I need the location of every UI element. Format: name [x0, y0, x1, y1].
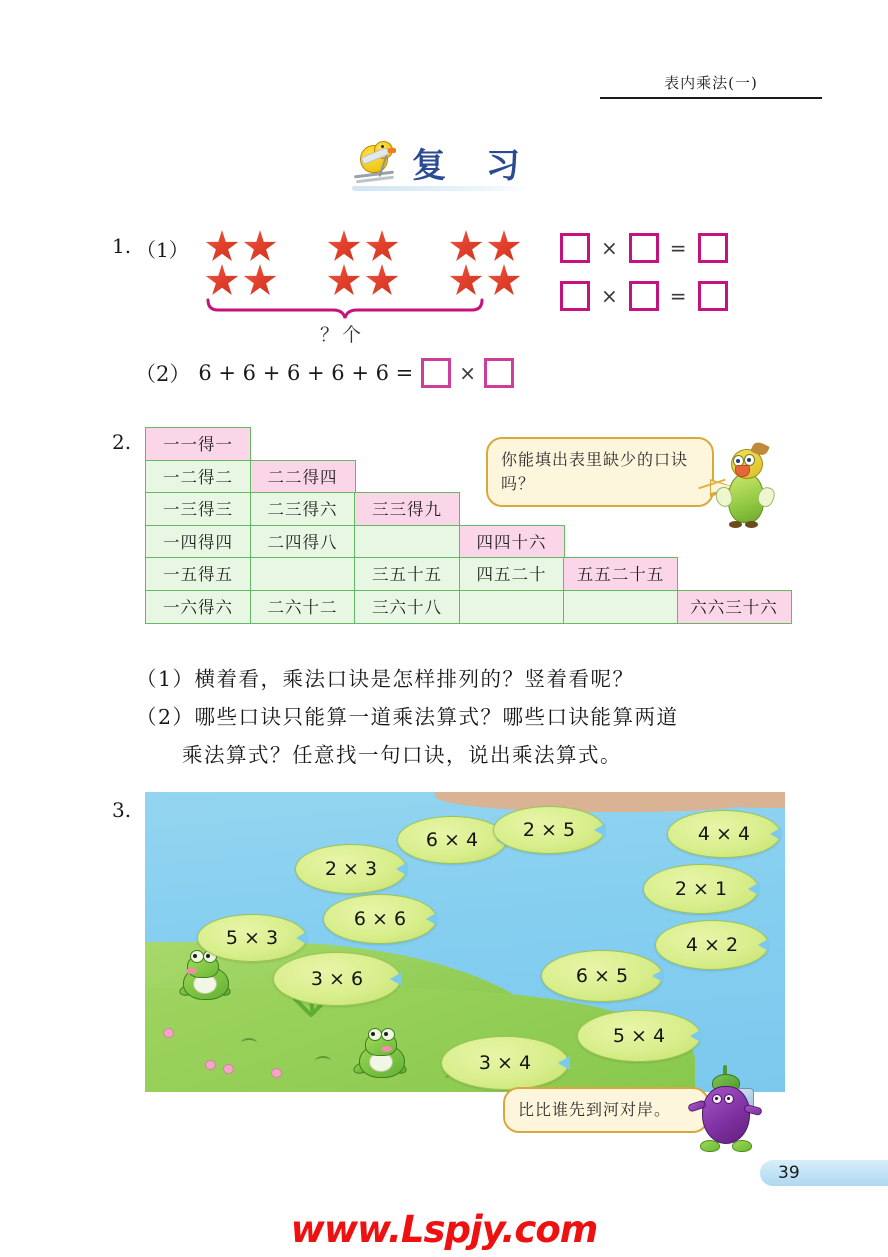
question-2-part-2-line-2: 乘法算式？任意找一句口诀，说出乘法算式。 [182, 743, 622, 767]
flower-icon [205, 1060, 216, 1070]
table-cell: 四五二十 [459, 557, 565, 591]
answer-box[interactable] [560, 233, 590, 263]
addition-expression: 6 + 6 + 6 + 6 + 6 = [198, 361, 414, 385]
lily-pad-label: 6 × 4 [425, 829, 479, 851]
multiply-symbol: × [601, 236, 618, 260]
table-cell: 五五二十五 [563, 557, 678, 591]
question-1-part-2 [135, 358, 514, 388]
lily-pad-notch [748, 882, 760, 896]
lily-pad-label: 4 × 4 [697, 823, 751, 845]
brace-icon [205, 298, 485, 320]
flower-icon [163, 1028, 174, 1038]
lily-pad-notch [690, 1029, 702, 1043]
skiing-duck-icon [352, 141, 398, 185]
answer-box[interactable] [484, 358, 514, 388]
site-watermark: www.Lspjy.com [290, 1208, 598, 1251]
lily-pad[interactable] [197, 914, 307, 962]
star-icon [243, 264, 277, 298]
lily-pad-notch [296, 931, 308, 945]
star-icon [487, 230, 521, 264]
star-icon [365, 230, 399, 264]
lily-pad-notch [594, 823, 606, 837]
equals-symbol: = [669, 284, 687, 308]
answer-box[interactable] [421, 358, 451, 388]
question-2-part-2-line-1: （2）哪些口诀只能算一道乘法算式？哪些口诀能算两道 [136, 705, 679, 729]
eggplant-speech-bubble [503, 1087, 709, 1133]
star-icon [487, 264, 521, 298]
table-cell: 一二得二 [145, 460, 251, 494]
star-icon [205, 264, 239, 298]
lily-pad-notch [770, 827, 782, 841]
river-crossing-illustration [145, 792, 785, 1092]
multiply-symbol: × [459, 361, 477, 385]
lily-pad-notch [390, 972, 402, 986]
star-group [205, 230, 279, 296]
star-icon [243, 230, 277, 264]
lily-pad-label: 3 × 4 [478, 1052, 532, 1074]
table-cell: 一六得六 [145, 590, 251, 624]
lily-pad-label: 6 × 5 [575, 965, 629, 987]
table-cell: 六六三十六 [677, 590, 792, 624]
table-row [145, 590, 790, 623]
running-head [600, 72, 822, 99]
lily-pad[interactable] [667, 810, 781, 858]
flower-icon [271, 1068, 282, 1078]
grass-tuft-icon [241, 1038, 257, 1048]
question-2-number: 2. [112, 430, 132, 454]
answer-box[interactable] [698, 233, 728, 263]
table-row [145, 525, 790, 558]
lily-pad-label: 2 × 3 [324, 858, 378, 880]
lily-pad[interactable] [643, 864, 759, 914]
table-cell: 一三得三 [145, 492, 251, 526]
lily-pad-notch [558, 1056, 570, 1070]
bird-speech-bubble [486, 437, 714, 507]
page-number: 39 [778, 1163, 800, 1183]
table-cell: 一五得五 [145, 557, 251, 591]
lily-pad[interactable] [441, 1036, 569, 1090]
equation-row-2 [560, 281, 728, 311]
lily-pad[interactable] [493, 806, 605, 854]
lily-pad-label: 5 × 3 [225, 927, 279, 949]
table-cell: 二六十二 [250, 590, 356, 624]
section-title [352, 138, 534, 187]
multiply-symbol: × [601, 284, 618, 308]
parrot-character-icon [712, 443, 778, 545]
star-diagram [205, 230, 523, 296]
table-cell: 二二得四 [250, 460, 356, 494]
table-cell-blank[interactable] [354, 525, 460, 559]
table-cell: 三三得九 [354, 492, 460, 526]
grass-tuft-icon [315, 1056, 331, 1066]
star-icon [449, 264, 483, 298]
equals-symbol: = [669, 236, 687, 260]
lily-pad-label: 4 × 2 [685, 934, 739, 956]
page-number-bar [760, 1160, 888, 1186]
table-row [145, 557, 790, 590]
table-cell: 一一得一 [145, 427, 251, 461]
table-cell: 二四得八 [250, 525, 356, 559]
answer-box[interactable] [629, 233, 659, 263]
answer-box[interactable] [698, 281, 728, 311]
answer-box[interactable] [560, 281, 590, 311]
table-cell: 四四十六 [459, 525, 565, 559]
table-cell: 一四得四 [145, 525, 251, 559]
running-head-text: 表内乘法(一) [664, 74, 758, 92]
lily-pad[interactable] [273, 952, 401, 1006]
star-icon [327, 230, 361, 264]
lily-pad[interactable] [655, 920, 769, 970]
lily-pad-label: 5 × 4 [612, 1025, 666, 1047]
table-cell: 三五十五 [354, 557, 460, 591]
section-title-underline [352, 186, 532, 191]
star-icon [327, 264, 361, 298]
star-icon [205, 230, 239, 264]
table-cell: 三六十八 [354, 590, 460, 624]
question-1-part-2-label: （2） [135, 362, 191, 386]
question-2-part-1: （1）横着看，乘法口诀是怎样排列的？竖着看呢？ [136, 667, 635, 691]
bird-speech-text: 你能填出表里缺少的口诀吗？ [501, 450, 689, 493]
lily-pad[interactable] [295, 844, 407, 894]
question-1-number: 1. [112, 234, 132, 258]
equation-row-1 [560, 233, 728, 263]
lily-pad-label: 3 × 6 [310, 968, 364, 990]
lily-pad-notch [758, 938, 770, 952]
table-cell: 二三得六 [250, 492, 356, 526]
section-title-text: 复 习 [412, 146, 534, 186]
star-group [449, 230, 523, 296]
answer-box[interactable] [629, 281, 659, 311]
star-icon [449, 230, 483, 264]
eggplant-character-icon [690, 1062, 762, 1158]
table-cell-blank[interactable] [459, 590, 565, 624]
lily-pad[interactable] [541, 950, 663, 1002]
lily-pad-notch [396, 862, 408, 876]
table-cell-blank[interactable] [250, 557, 356, 591]
lily-pad-notch [652, 969, 664, 983]
question-1-part-1-label: （1） [136, 238, 189, 262]
star-group [327, 230, 401, 296]
lily-pad[interactable] [397, 816, 507, 864]
lily-pad[interactable] [577, 1010, 701, 1062]
star-icon [365, 264, 399, 298]
lily-pad-label: 6 × 6 [353, 908, 407, 930]
lily-pad-notch [426, 912, 438, 926]
lily-pad[interactable] [323, 894, 437, 944]
running-head-rule [600, 97, 822, 99]
flower-icon [223, 1064, 234, 1074]
question-3-number: 3. [112, 798, 132, 822]
lily-pad-label: 2 × 5 [522, 819, 576, 841]
table-cell-blank[interactable] [563, 590, 678, 624]
lily-pad-label: 2 × 1 [674, 878, 728, 900]
quantity-question-label: ？个 [320, 324, 365, 346]
eggplant-speech-text: 比比谁先到河对岸。 [518, 1100, 672, 1119]
